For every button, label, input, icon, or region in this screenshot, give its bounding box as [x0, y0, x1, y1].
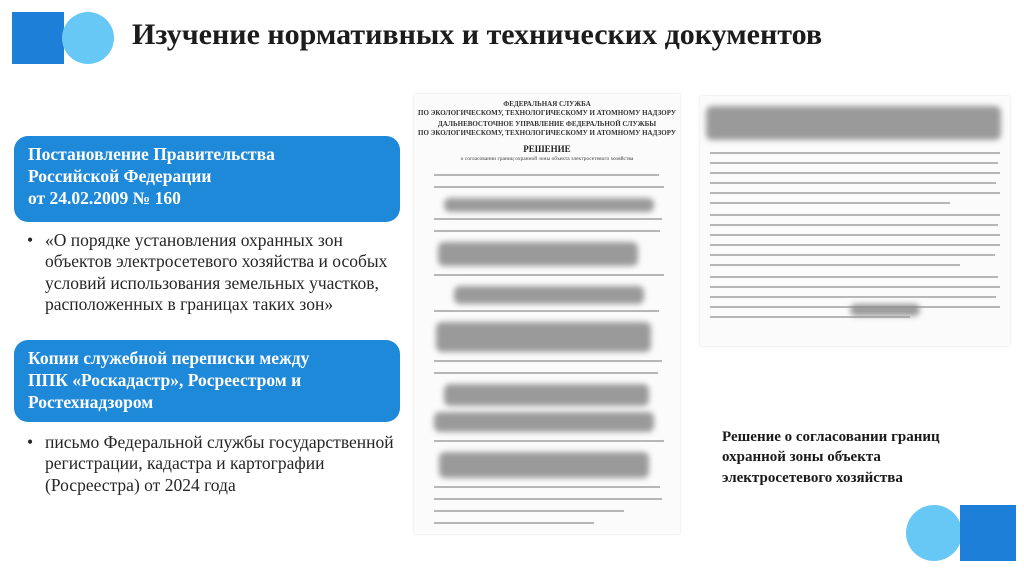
text-line [710, 276, 998, 278]
text-line [434, 218, 662, 220]
doc-header-line: ПО ЭКОЛОГИЧЕСКОМУ, ТЕХНОЛОГИЧЕСКОМУ И АТОМНОМУ НАДЗОРУ [418, 109, 676, 117]
heading-line: ППК «Роскадастр», Росреестром и [28, 369, 302, 390]
heading-line: Ростехнадзором [28, 391, 154, 412]
document-caption: Решение о согласовании границ охранной зоны объекта электросетевого хозяйства [722, 429, 940, 486]
text-line [434, 310, 659, 312]
text-line [434, 360, 662, 362]
text-line [710, 244, 1000, 246]
doc-header-line: ФЕДЕРАЛЬНАЯ СЛУЖБА [503, 100, 591, 108]
text-line [434, 522, 594, 524]
text-line [710, 192, 1000, 194]
redaction [439, 452, 649, 478]
text-line [434, 230, 660, 232]
text-line [710, 224, 998, 226]
heading-box-correspondence [14, 340, 400, 422]
heading-line: от 24.02.2009 № 160 [28, 187, 181, 208]
redaction [438, 242, 638, 266]
doc-subheading: о согласовании границ охранной зоны объекта электросетевого хозяйства [460, 156, 634, 162]
doc-heading: РЕШЕНИЕ [523, 144, 571, 154]
text-line [710, 182, 996, 184]
text-line [710, 264, 960, 266]
redaction [436, 322, 651, 352]
text-line [434, 440, 664, 442]
text-line [710, 152, 1000, 154]
text-line [710, 296, 996, 298]
redaction [444, 198, 654, 212]
decor-circle-top [62, 12, 114, 64]
decor-circle-bottom [906, 505, 962, 561]
text-line [710, 202, 950, 204]
heading-line: Копии служебной переписки между [28, 348, 310, 368]
heading-box-decree [14, 136, 400, 222]
heading-line: Российской Федерации [28, 165, 212, 186]
text-line [710, 214, 1000, 216]
redaction [454, 286, 644, 304]
heading-line: Постановление Правительства [28, 144, 275, 164]
document-scan-continuation [700, 96, 1010, 346]
redaction [434, 412, 654, 432]
doc-header-line: ПО ЭКОЛОГИЧЕСКОМУ, ТЕХНОЛОГИЧЕСКОМУ И АТОМНОМУ НАДЗОРУ [418, 129, 676, 137]
redaction [850, 304, 920, 316]
text-line [710, 254, 995, 256]
text-line [710, 172, 1000, 174]
text-line [710, 162, 998, 164]
text-line [710, 234, 1000, 236]
redaction [444, 384, 649, 406]
decor-square-bottom [960, 505, 1016, 561]
document-scan-decision [414, 94, 680, 534]
text-line [434, 186, 664, 188]
doc-header-line: ДАЛЬНЕВОСТОЧНОЕ УПРАВЛЕНИЕ ФЕДЕРАЛЬНОЙ СЛУЖБЫ [437, 120, 657, 128]
text-line [710, 316, 910, 318]
text-line [434, 372, 658, 374]
text-line [434, 498, 662, 500]
bullet-decree-title: • «О порядке установления охранных зон объектов электросетевого хозяйства и особых условий использования земельных участков, расположенных в границах таких зон» [27, 230, 397, 315]
text-line [434, 174, 659, 176]
redaction [706, 106, 1001, 140]
text-line [434, 274, 664, 276]
text-line [434, 510, 624, 512]
text-line [434, 486, 660, 488]
text-line [710, 286, 1000, 288]
slide-title: Изучение нормативных и технических документов [132, 18, 823, 51]
bullet-letter: • письмо Федеральной службы государственной регистрации, кадастра и картографии (Росреестра) от 2024 года [27, 432, 397, 496]
decor-square-top [12, 12, 64, 64]
